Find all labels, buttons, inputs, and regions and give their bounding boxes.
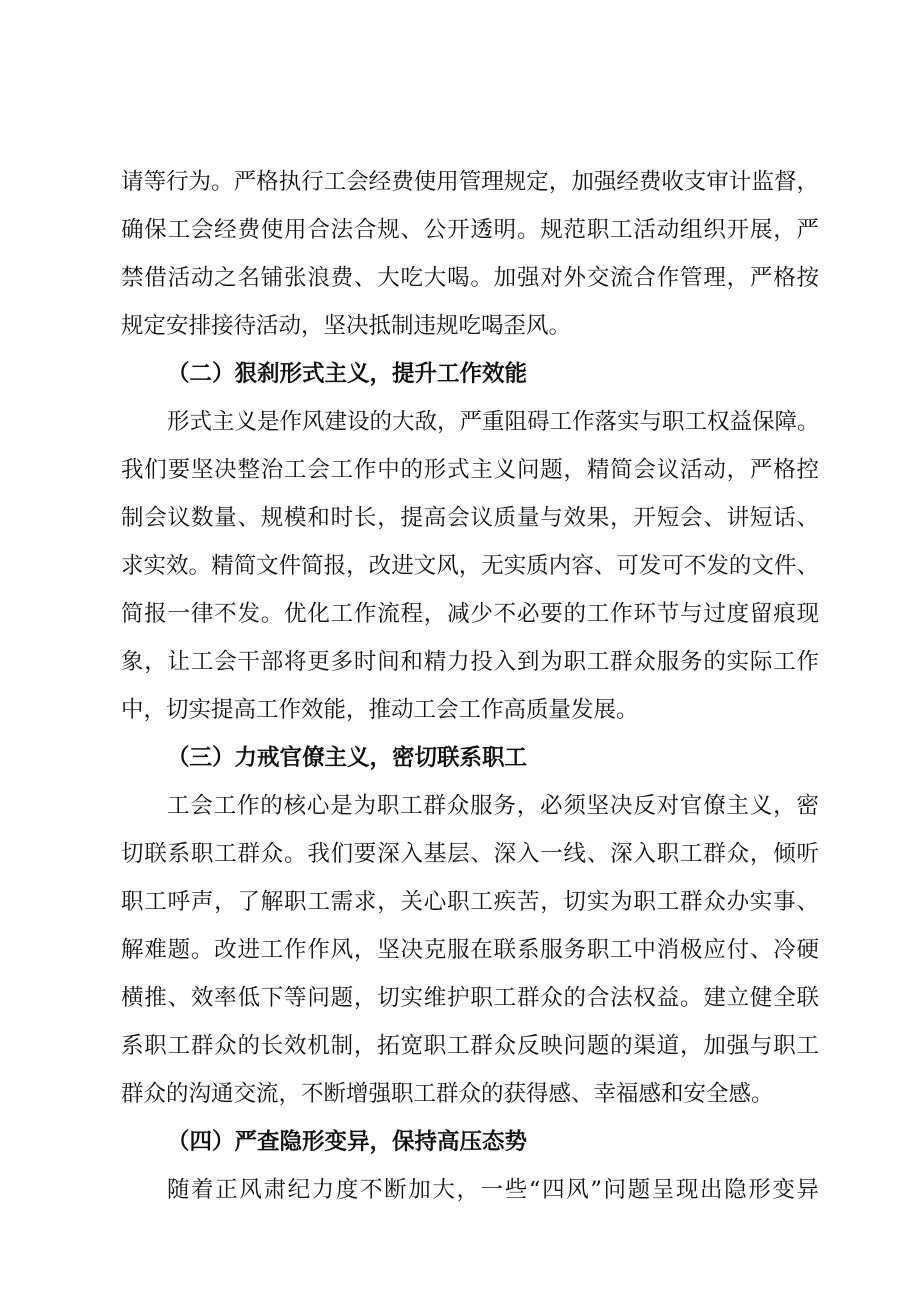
paragraph-formalism [121, 398, 819, 734]
text-line: 象，让工会干部将更多时间和精力投入到为职工群众服务的实际工作 [121, 649, 819, 675]
text-line: 确保工会经费使用合法合规、公开透明。规范职工活动组织开展，严 [121, 217, 819, 243]
text-line: 规定安排接待活动，坚决抵制违规吃喝歪风。 [121, 313, 572, 339]
text-line: 制会议数量、规模和时长，提高会议质量与效果，开短会、讲短话、 [121, 505, 819, 531]
paragraph-continuation [121, 158, 819, 350]
text-line: 切联系职工群众。我们要深入基层、深入一线、深入职工群众，倾听 [121, 841, 819, 867]
text-line: 形式主义是作风建设的大敌，严重阻碍工作落实与职工权益保障。 [167, 409, 820, 435]
section-heading-2: （二）狠刹形式主义，提升工作效能 [167, 361, 528, 387]
text-line: 我们要坚决整治工会工作中的形式主义问题，精简会议活动，严格控 [121, 457, 819, 483]
text-line: 请等行为。严格执行工会经费使用管理规定，加强经费收支审计监督， [121, 169, 819, 195]
text-line: 横推、效率低下等问题，切实维护职工群众的合法权益。建立健全联 [121, 985, 819, 1011]
paragraph-bureaucracy [121, 782, 819, 1118]
section-heading-4: （四）严查隐形变异，保持高压态势 [167, 1129, 528, 1155]
text-line: 简报一律不发。优化工作流程，减少不必要的工作环节与过度留痕现 [121, 601, 819, 627]
document-body [121, 158, 819, 1214]
text-line: 工会工作的核心是为职工群众服务，必须坚决反对官僚主义，密 [167, 793, 819, 819]
text-line: 系职工群众的长效机制，拓宽职工群众反映问题的渠道，加强与职工 [121, 1033, 819, 1059]
text-line: 中，切实提高工作效能，推动工会工作高质量发展。 [121, 697, 639, 723]
text-line: 禁借活动之名铺张浪费、大吃大喝。加强对外交流合作管理，严格按 [121, 265, 819, 291]
text-line: 随着正风肃纪力度不断加大，一些“四风”问题呈现出隐形变异 [167, 1177, 819, 1203]
paragraph-hidden-variants [121, 1166, 819, 1214]
text-line: 求实效。精简文件简报，改进文风，无实质内容、可发可不发的文件、 [121, 553, 819, 579]
text-line: 群众的沟通交流，不断增强职工群众的获得感、幸福感和安全感。 [121, 1081, 774, 1107]
text-line: 解难题。改进工作作风，坚决克服在联系服务职工中消极应付、冷硬 [121, 937, 819, 963]
section-heading-3: （三）力戒官僚主义，密切联系职工 [167, 745, 528, 771]
text-line: 职工呼声，了解职工需求，关心职工疾苦，切实为职工群众办实事、 [121, 889, 819, 915]
